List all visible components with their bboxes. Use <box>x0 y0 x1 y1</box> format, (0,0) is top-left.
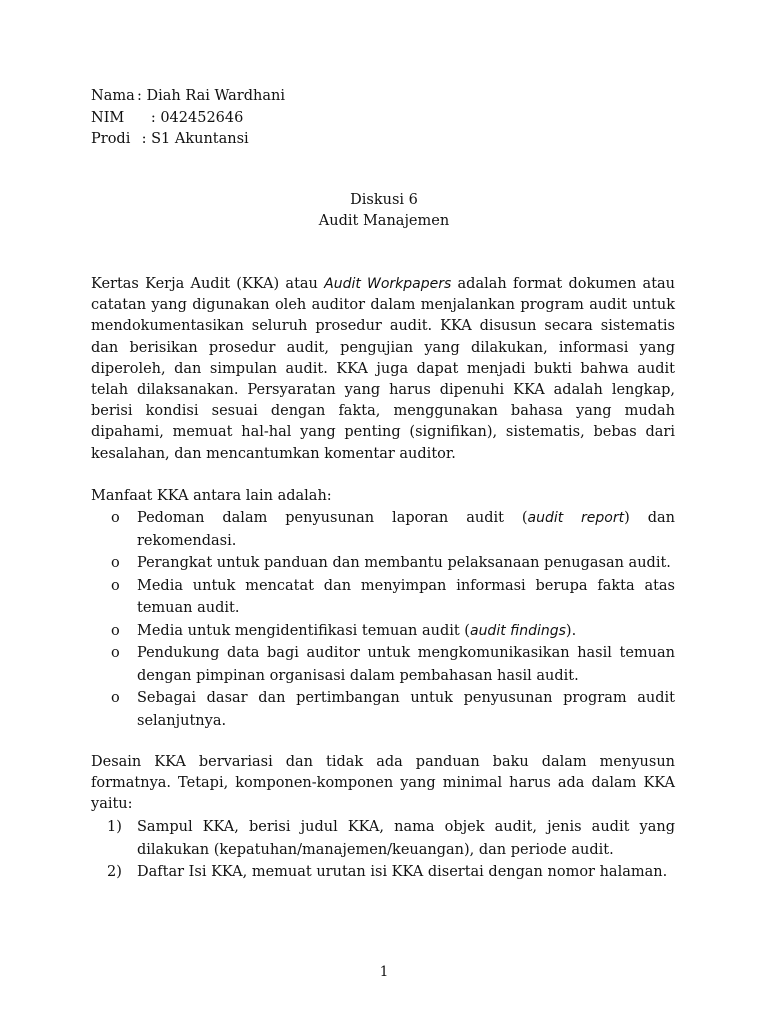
student-identity <box>91 86 285 151</box>
benefit-text-end: ). <box>565 622 577 639</box>
bullet-marker: o <box>111 645 120 661</box>
benefit-item <box>111 507 675 552</box>
bullet-marker: o <box>111 622 120 639</box>
prodi-row <box>91 129 285 151</box>
bullet-marker: o <box>111 510 120 526</box>
benefit-item <box>111 552 675 575</box>
document-title: Diskusi 6 <box>350 192 418 208</box>
bullet-marker: o <box>111 690 120 706</box>
prodi-value: : S1 Akuntansi <box>137 131 249 147</box>
item-number: 2) <box>107 864 122 880</box>
design-component-text: Sampul KKA, berisi judul KKA, nama objek audit, jenis audit yang dilakukan (kepatuhan/manajemen/keuangan), dan periode audit. <box>137 819 675 858</box>
bullet-marker: o <box>111 555 120 571</box>
benefit-item <box>111 575 675 620</box>
design-components-list <box>107 816 675 884</box>
nim-row <box>91 108 285 130</box>
benefit-text: Sebagai dasar dan pertimbangan untuk penyusunan program audit selanjutnya. <box>137 690 675 729</box>
bullet-marker: o <box>111 577 120 594</box>
benefit-item <box>111 642 675 687</box>
benefit-italic-term: audit report <box>527 510 625 526</box>
name-value: : Diah Rai Wardhani <box>137 88 285 104</box>
nim-label: NIM <box>91 109 125 126</box>
nim-value: : 042452646 <box>137 109 244 126</box>
name-label: Nama <box>91 88 135 104</box>
benefit-item <box>111 620 675 643</box>
document-subtitle: Audit Manajemen <box>318 213 450 229</box>
intro-text-1: Kertas Kerja Audit (KKA) atau <box>91 276 325 292</box>
intro-paragraph <box>91 274 675 465</box>
document-heading <box>0 190 768 232</box>
benefit-text: Pedoman dalam penyusunan laporan audit ( <box>137 510 528 526</box>
benefits-list <box>111 507 675 732</box>
prodi-label: Prodi <box>91 131 131 147</box>
design-lead: Desain KKA bervariasi dan tidak ada panduan baku dalam menyusun formatnya. Tetapi, komponen-komponen yang minimal harus ada dalam KKA yaitu: <box>91 754 675 813</box>
design-component-item <box>107 861 675 884</box>
benefits-lead: Manfaat KKA antara lain adalah: <box>91 488 332 504</box>
item-number: 1) <box>107 819 122 835</box>
intro-text-2: adalah format dokumen atau catatan yang digunakan oleh auditor dalam menjalankan program audit untuk mendokumentasikan seluruh prosedur audit. KKA disusun secara sistematis dan berisikan prosedur audit, pengujian yang dilakukan, informasi yang diperoleh, dan simpulan audit. KKA juga dapat menjadi bukti bahwa audit telah dilaksanakan. Persyaratan yang harus dipenuhi KKA adalah lengkap, berisi kondisi sesuai dengan fakta, menggunakan bahasa yang mudah dipahami, memuat hal-hal yang penting (signifikan), sistematis, bebas dari kesalahan, dan mencantumkan komentar auditor. <box>91 276 676 462</box>
benefit-text: Perangkat untuk panduan dan membantu pelaksanaan penugasan audit. <box>137 555 671 571</box>
intro-italic-term: Audit Workpapers <box>324 276 452 292</box>
benefit-item <box>111 687 675 732</box>
benefit-italic-term: audit findings <box>469 622 566 639</box>
benefit-text: Media untuk mengidentifikasi temuan audit ( <box>137 622 470 639</box>
name-row <box>91 86 285 108</box>
page-number: 1 <box>379 964 389 980</box>
benefit-text: Pendukung data bagi auditor untuk mengkomunikasikan hasil temuan dengan pimpinan organisasi dalam pembahasan hasil audit. <box>137 645 675 684</box>
design-component-item <box>107 816 675 861</box>
benefit-text: Media untuk mencatat dan menyimpan informasi berupa fakta atas temuan audit. <box>137 577 675 616</box>
benefit-text-end: ) dan rekomendasi. <box>137 510 675 549</box>
design-component-text: Daftar Isi KKA, memuat urutan isi KKA disertai dengan nomor halaman. <box>137 864 668 880</box>
